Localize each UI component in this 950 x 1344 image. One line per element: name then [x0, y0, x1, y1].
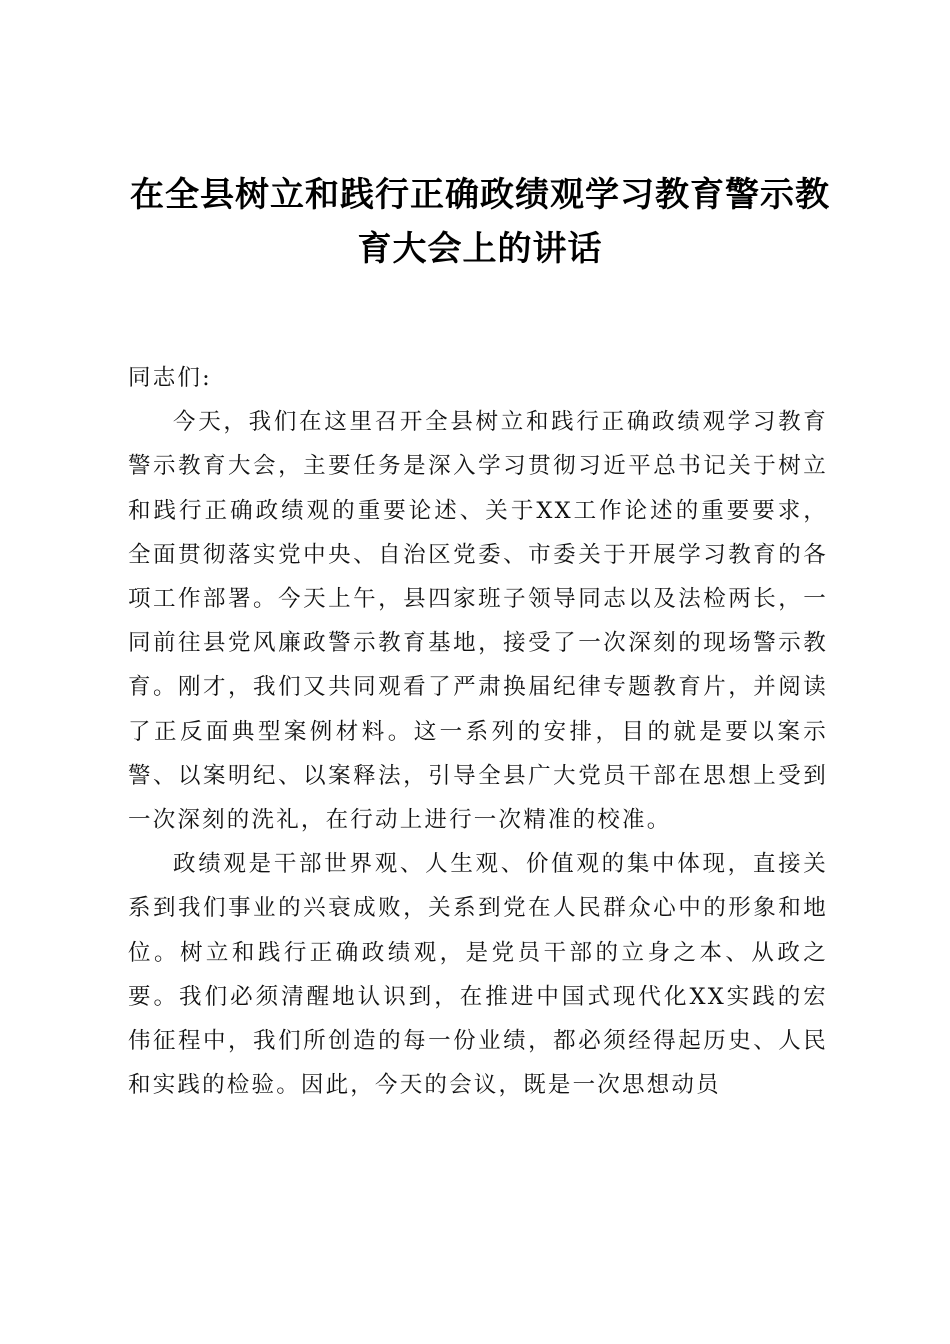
document-body	[128, 356, 828, 1107]
paragraph-2: 政绩观是干部世界观、人生观、价值观的集中体现，直接关系到我们事业的兴衰成败，关系到党在人民群众心中的形象和地位。树立和践行正确政绩观，是党员干部的立身之本、从政之要。我们必须清醒地认识到，在推进中国式现代化XX实践的宏伟征程中，我们所创造的每一份业绩，都必须经得起历史、人民和实践的检验。因此，今天的会议，既是一次思想动员	[128, 851, 828, 1099]
document-title: 在全县树立和践行正确政绩观学习教育警示教育大会上的讲话	[130, 175, 830, 269]
salutation: 同志们:	[128, 365, 212, 391]
paragraph-1: 今天，我们在这里召开全县树立和践行正确政绩观学习教育警示教育大会，主要任务是深入学习贯彻习近平总书记关于树立和践行正确政绩观的重要论述、关于XX工作论述的重要要求，全面贯彻落实党中央、自治区党委、市委关于开展学习教育的各项工作部署。今天上午，县四家班子领导同志以及法检两长，一同前往县党风廉政警示教育基地，接受了一次深刻的现场警示教育。刚才，我们又共同观看了严肃换届纪律专题教育片，并阅读了正反面典型案例材料。这一系列的安排，目的就是要以案示警、以案明纪、以案释法，引导全县广大党员干部在思想上受到一次深刻的洗礼，在行动上进行一次精准的校准。	[128, 409, 828, 834]
